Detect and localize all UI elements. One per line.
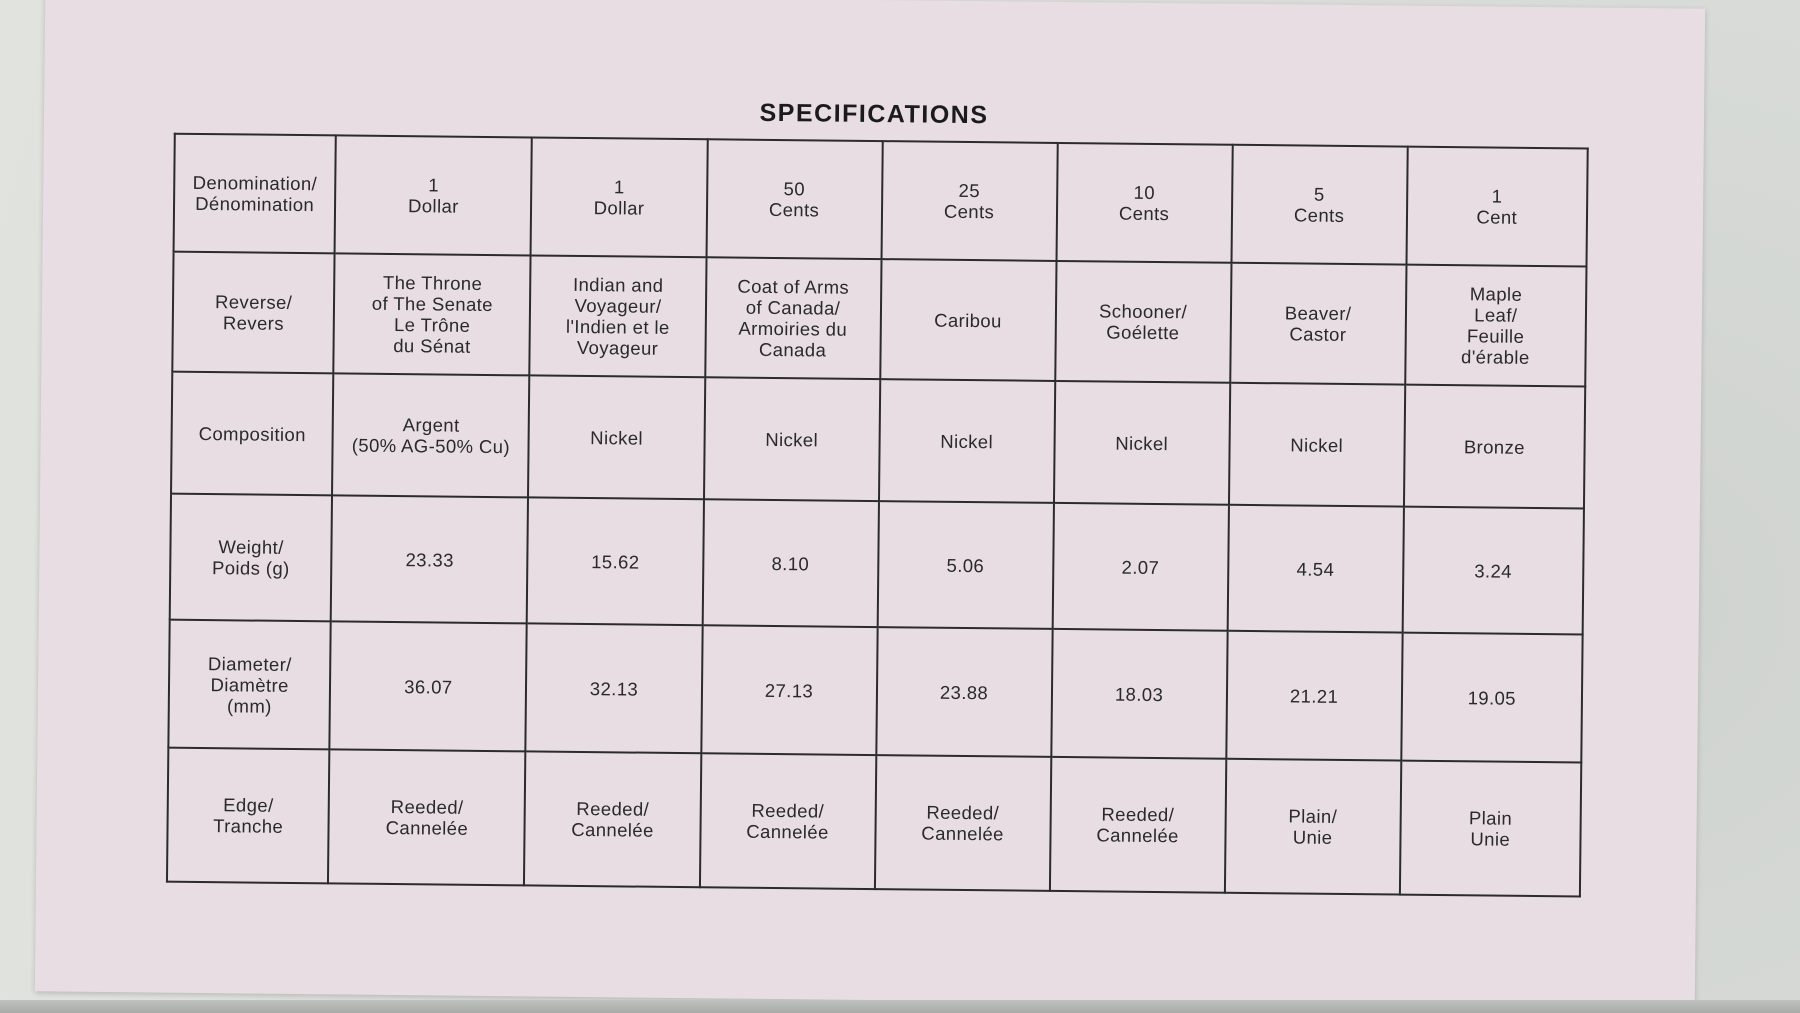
table-cell: Maple Leaf/ Feuille d'érable	[1405, 265, 1587, 387]
row-header-diameter: Diameter/ Diamètre (mm)	[168, 620, 331, 750]
table-cell: 23.33	[331, 495, 529, 623]
table-cell: Nickel	[528, 375, 704, 499]
table-edge	[0, 1000, 1800, 1013]
table-row-composition	[171, 372, 1585, 509]
table-cell: 3.24	[1402, 507, 1584, 635]
table-cell: 5 Cents	[1231, 145, 1407, 265]
table-cell: 2.07	[1052, 503, 1228, 631]
row-header-weight: Weight/ Poids (g)	[170, 494, 333, 622]
table-cell: 1 Dollar	[335, 135, 532, 255]
row-header-edge: Edge/ Tranche	[167, 748, 330, 884]
table-cell: Plain/ Unie	[1225, 759, 1401, 895]
table-cell: 21.21	[1226, 631, 1402, 761]
table-cell: The Throne of The Senate Le Trône du Sénat	[334, 253, 531, 375]
row-header-composition: Composition	[171, 372, 334, 496]
row-header-denomination: Denomination/ Dénomination	[174, 134, 336, 254]
specifications-table	[166, 133, 1589, 898]
table-cell: 36.07	[330, 621, 528, 751]
table-row-reverse	[172, 252, 1586, 387]
table-cell: Argent (50% AG-50% Cu)	[332, 373, 530, 497]
table-cell: 10 Cents	[1056, 143, 1232, 263]
row-header-reverse: Reverse/ Revers	[172, 252, 334, 374]
table-cell: 32.13	[526, 623, 702, 753]
table-cell: 19.05	[1401, 633, 1583, 763]
table-cell: 1 Cent	[1406, 147, 1588, 267]
table-cell: 8.10	[702, 499, 878, 627]
table-cell: Schooner/ Goélette	[1055, 261, 1231, 383]
table-cell: 1 Dollar	[531, 137, 707, 257]
page-title: SPECIFICATIONS	[759, 98, 989, 130]
table-cell: Nickel	[1229, 383, 1405, 507]
table-cell: Coat of Arms of Canada/ Armoiries du Canada	[705, 257, 881, 379]
table-cell: Bronze	[1404, 385, 1586, 509]
table-cell: 50 Cents	[706, 139, 882, 259]
table-cell: Reeded/ Cannelée	[524, 751, 700, 887]
table-cell: 4.54	[1227, 505, 1403, 633]
table-cell: Indian and Voyageur/ l'Indien et le Voyageur	[530, 255, 706, 377]
table-row-weight	[170, 494, 1584, 635]
table-cell: Reeded/ Cannelée	[1049, 757, 1225, 893]
table-cell: 5.06	[877, 501, 1053, 629]
table-cell: 27.13	[701, 625, 877, 755]
table-cell: Beaver/ Castor	[1230, 263, 1406, 385]
table-row-edge	[167, 748, 1581, 897]
table-cell: Plain Unie	[1400, 761, 1582, 897]
table-cell: 25 Cents	[881, 141, 1057, 261]
table-cell: Nickel	[879, 379, 1055, 503]
table-cell: 18.03	[1051, 629, 1227, 759]
table-cell: Reeded/ Cannelée	[699, 753, 875, 889]
table-cell: Caribou	[880, 259, 1056, 381]
specifications-card	[35, 0, 1705, 1009]
table-cell: 15.62	[527, 497, 703, 625]
table-cell: Reeded/ Cannelée	[328, 749, 526, 885]
table-cell: Nickel	[704, 377, 880, 501]
table-row-denomination	[174, 134, 1588, 267]
table-row-diameter	[168, 620, 1582, 763]
table-cell: Reeded/ Cannelée	[874, 755, 1050, 891]
table-cell: 23.88	[876, 627, 1052, 757]
table-cell: Nickel	[1054, 381, 1230, 505]
